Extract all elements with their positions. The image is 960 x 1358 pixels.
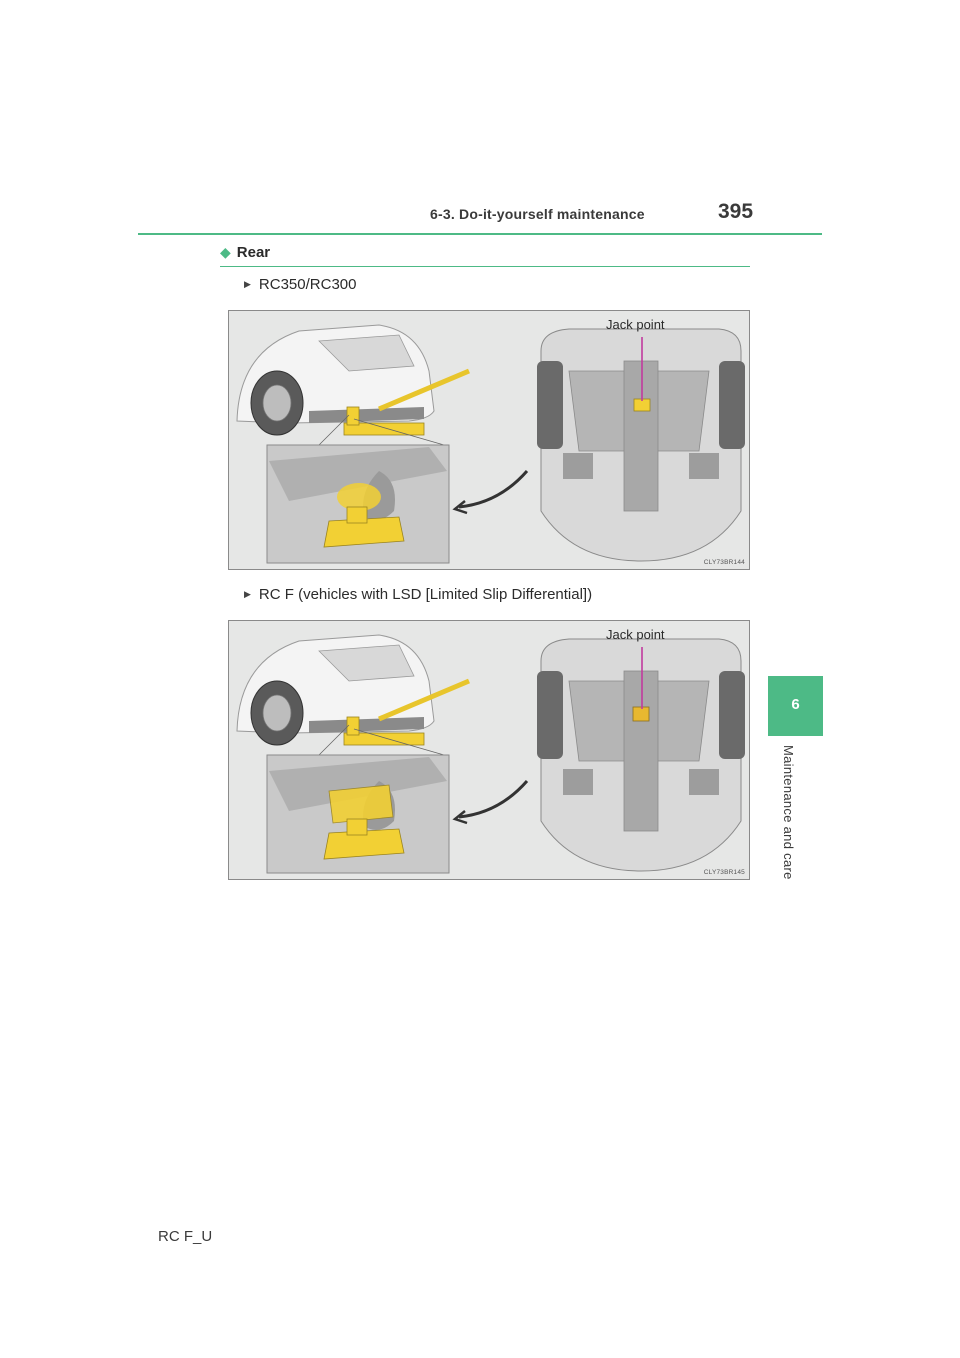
chapter-tab: [768, 676, 823, 736]
chapter-tab-number: 6: [791, 696, 800, 713]
variant-label-rcf: [244, 586, 592, 603]
variant-label-text: RC F (vehicles with LSD [Limited Slip Differential]): [258, 586, 593, 603]
jack-point-callout: Jack point: [606, 627, 665, 642]
header-rule: [138, 233, 822, 235]
jack-point-illustration: [229, 621, 749, 879]
figure-code: CLY73BR145: [703, 869, 745, 876]
diamond-bullet-icon: ◆: [220, 244, 231, 260]
variant-label-text: RC350/RC300: [258, 276, 357, 293]
figure-code: CLY73BR144: [703, 559, 745, 566]
triangle-bullet-icon: ▶: [244, 279, 251, 289]
variant-label-rc350: [244, 276, 356, 293]
page-number: 395: [718, 200, 754, 223]
section-heading-text: Rear: [236, 244, 271, 261]
jack-point-figure-rcf: [228, 620, 750, 880]
running-header-section: 6-3. Do-it-yourself maintenance: [430, 206, 645, 222]
section-heading: [220, 244, 270, 261]
jack-point-callout: Jack point: [606, 317, 665, 332]
footer-model: RC F_U: [158, 1228, 213, 1245]
jack-point-figure-rc350: [228, 310, 750, 570]
chapter-tab-label: Maintenance and care: [781, 745, 796, 880]
section-rule: [220, 266, 750, 267]
triangle-bullet-icon: ▶: [244, 589, 251, 599]
jack-point-illustration: [229, 311, 749, 569]
